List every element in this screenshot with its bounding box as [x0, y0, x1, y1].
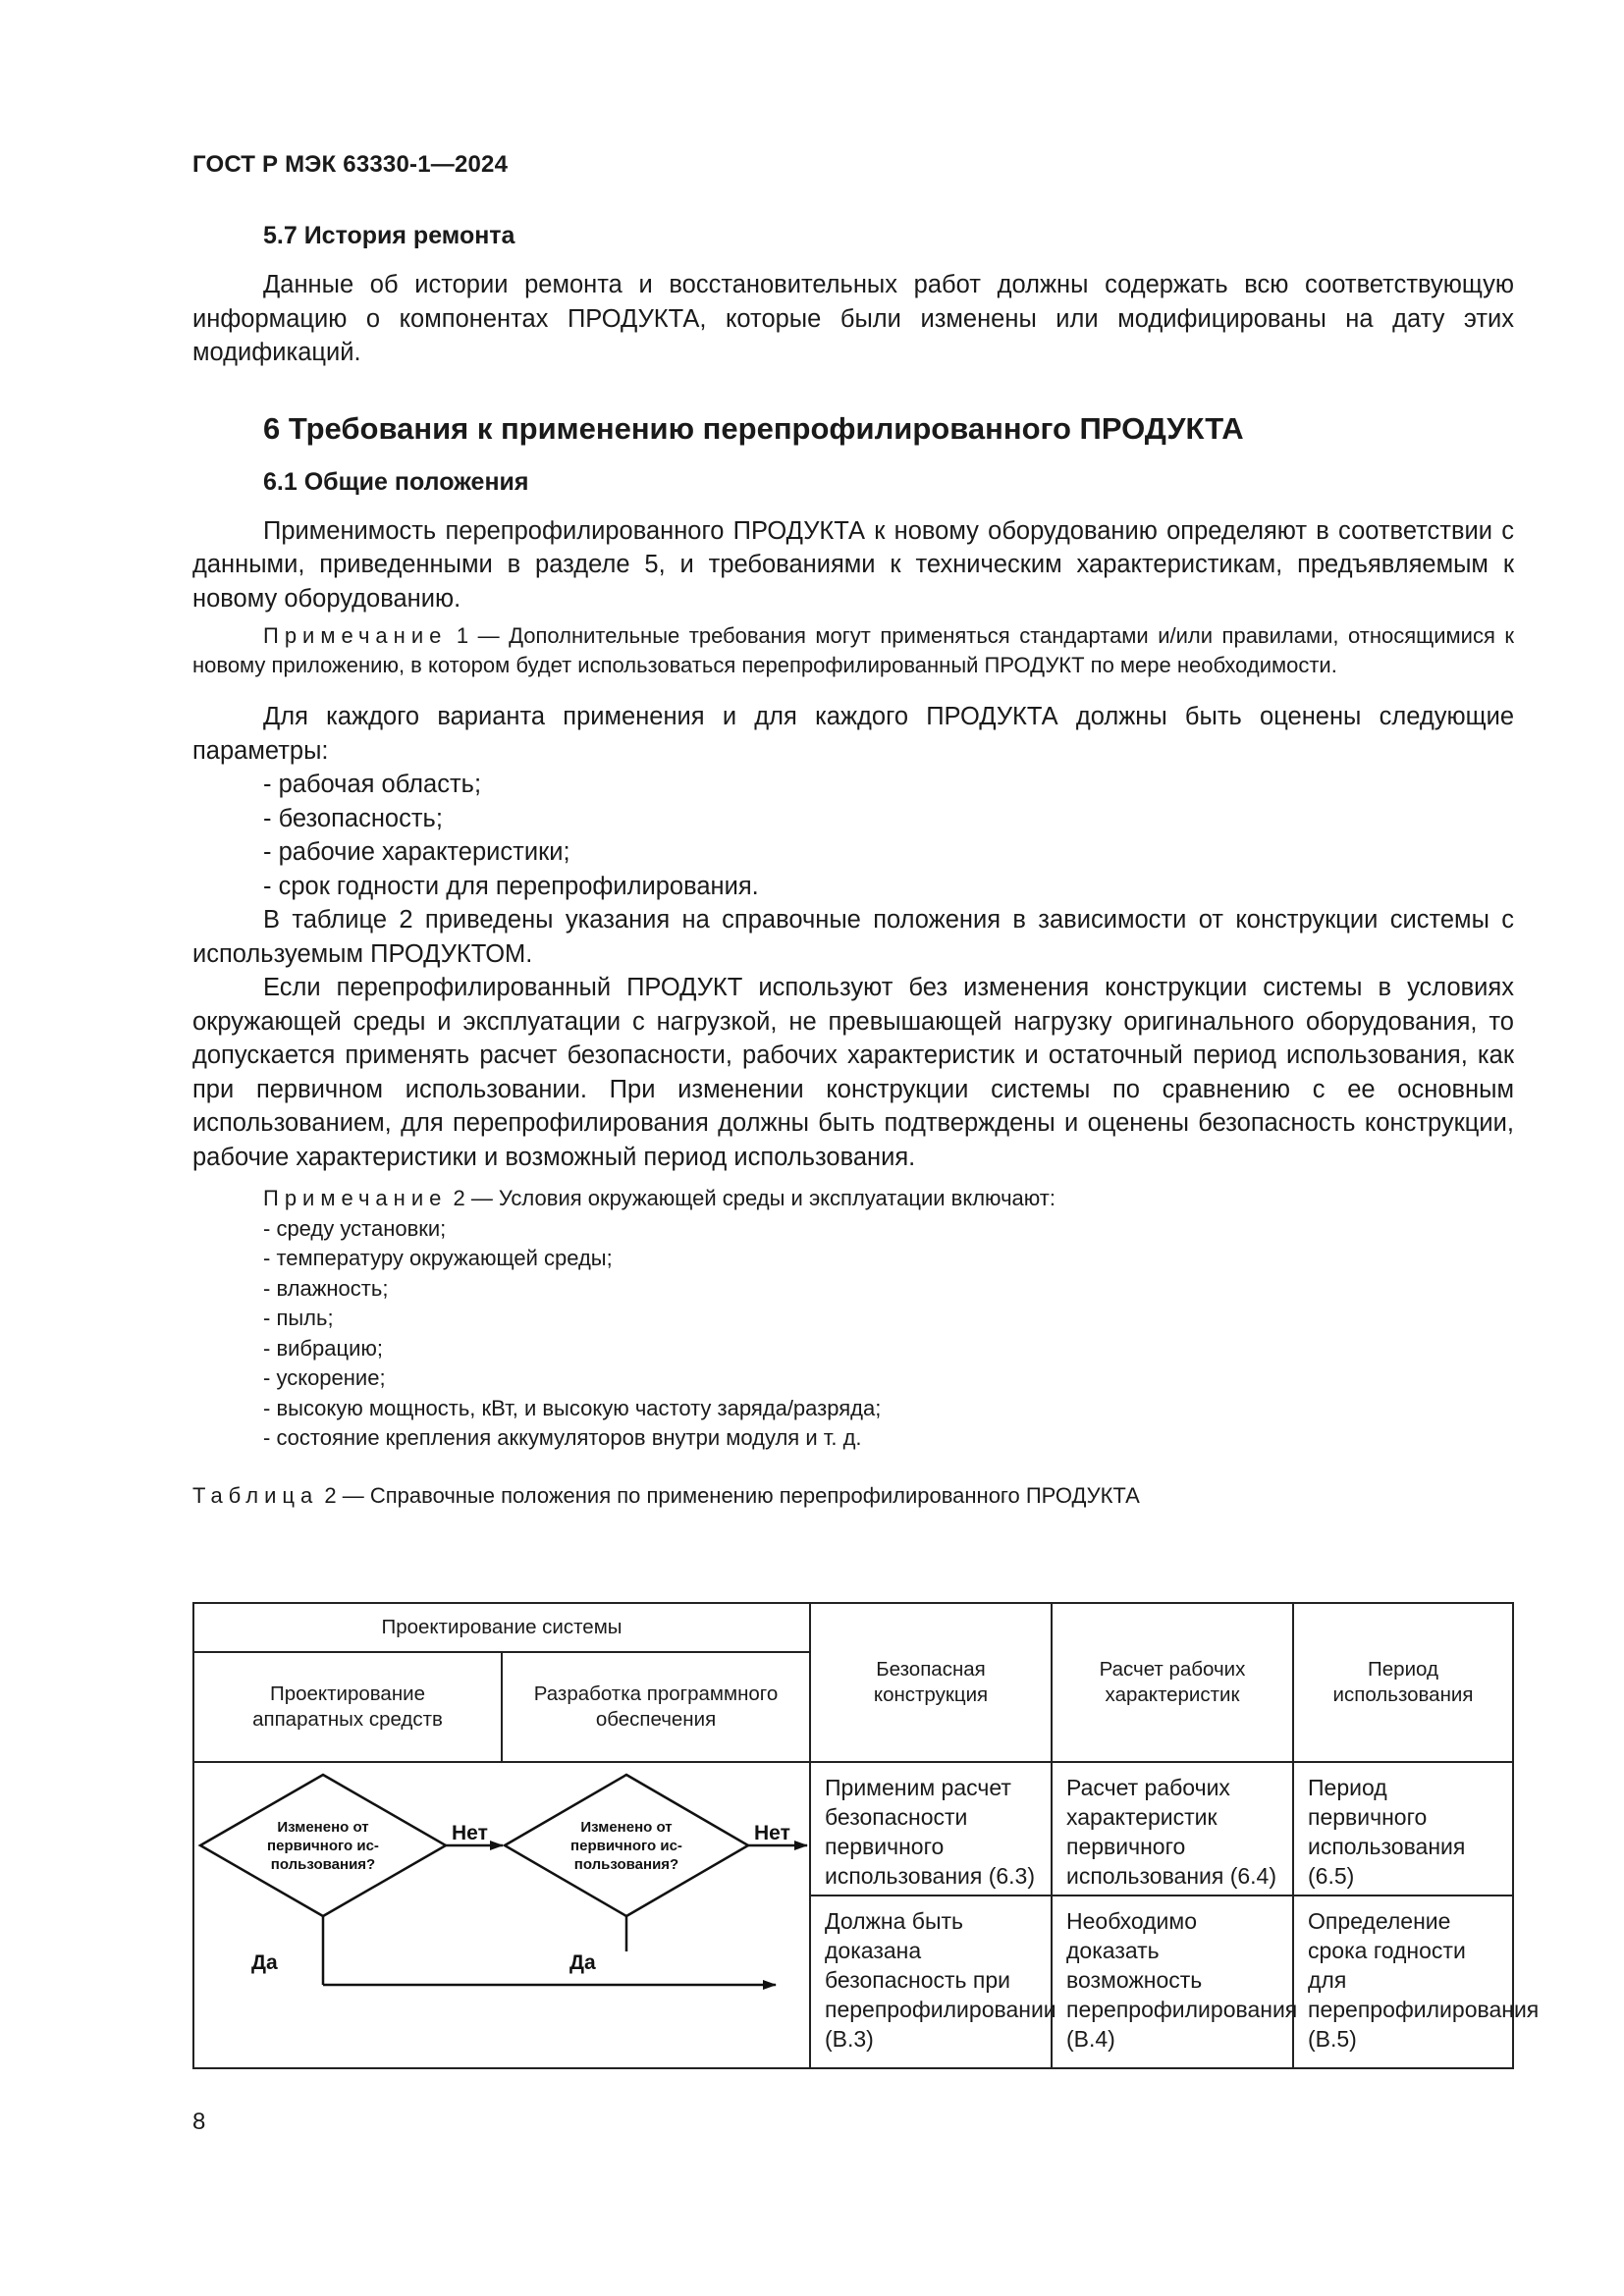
document-header: ГОСТ Р МЭК 63330-1—2024 [192, 151, 509, 178]
list-item: - безопасность; [263, 804, 443, 832]
decision-1-line-1: Изменено от [277, 1819, 369, 1836]
no-label-2: Нет [754, 1822, 790, 1844]
decision-flowchart [194, 1761, 809, 2069]
row2-period: Определение срока годности для перепрофилирования (В.5) [1308, 1908, 1540, 2052]
section-6-1-paragraph-3: В таблице 2 приведены указания на справочные положения в зависимости от конструкции системы с используемым ПРОДУКТОМ. [192, 906, 1514, 968]
decision-2-line-1: Изменено от [580, 1819, 673, 1836]
table-2-caption [192, 1483, 1514, 1509]
list-item: - рабочие характеристики; [263, 838, 570, 866]
header-usage-period: Период использования [1332, 1658, 1474, 1706]
note-2-text: 2 — Условия окружающей среды и эксплуатации включают: [453, 1186, 1056, 1210]
decision-1-line-3: пользования? [270, 1856, 376, 1873]
no-label-1: Нет [452, 1822, 488, 1844]
main-content [192, 222, 1514, 1521]
section-6-1-paragraph-4: Если перепрофилированный ПРОДУКТ используют без изменения конструкции системы в условиях окружающей среды и эксплуатации с нагрузкой, не превышающей нагрузку оригинального оборудования, то допускается применять расчет безопасности, рабочих характеристик и остаточный период использования, как при первичном использовании. При изменении конструкции системы по сравнению с ее основным использованием, для перепрофилирования должны быть подтверждены и оценены безопасность конструкции, рабочие характеристики и возможный период использования. [192, 974, 1514, 1171]
section-6-1-paragraph-2: Для каждого варианта применения и для каждого ПРОДУКТА должны быть оценены следующие параметры: [192, 703, 1514, 765]
section-6-1-title: 6.1 Общие положения [263, 467, 529, 496]
list-item: - температуру окружающей среды; [263, 1246, 613, 1270]
header-safe-design: Безопасная конструкция [873, 1658, 989, 1706]
row1-performance: Расчет рабочих характеристик первичного использования (6.4) [1066, 1775, 1277, 1889]
header-software-development: Разработка программного обеспечения [533, 1682, 779, 1731]
header-hardware-design: Проектирование аппаратных средств [252, 1682, 443, 1731]
header-performance-calc: Расчет рабочих характеристик [1099, 1658, 1246, 1706]
note-2-list [192, 1214, 1514, 1454]
section-6-1-paragraph-1: Применимость перепрофилированного ПРОДУКТА к новому оборудованию определяют в соответствии с данными, приведенными в разделе 5, и требованиями к техническим характеристикам, предъявляемым к новому оборудованию. [192, 516, 1514, 613]
yes-label-1: Да [251, 1951, 278, 1974]
section-6-title: 6 Требования к применению перепрофилированного ПРОДУКТА [263, 410, 1244, 446]
note-1-text: 1 — Дополнительные требования могут применяться стандартами и/или правилами, относящимися к новому приложению, в котором будет использоваться перепрофилированный ПРОДУКТ по мере необходимости. [192, 623, 1514, 677]
table-2 [192, 1602, 1540, 2069]
note-1 [192, 621, 1514, 680]
row2-performance: Необходимо доказать возможность перепрофилирования (В.4) [1066, 1908, 1298, 2052]
header-system-design: Проектирование системы [381, 1616, 623, 1638]
list-item: - срок годности для перепрофилирования. [263, 872, 759, 900]
list-item: - ускорение; [263, 1365, 386, 1390]
note-1-label: Примечание [263, 623, 448, 648]
decision-2-line-3: пользования? [573, 1856, 679, 1873]
section-5-7-paragraph: Данные об истории ремонта и восстановительных работ должны содержать всю соответствующую информацию о компонентах ПРОДУКТА, которые были изменены или модифицированы на дату этих модификаций. [192, 271, 1514, 366]
list-item: - вибрацию; [263, 1335, 383, 1361]
flowchart-svg [194, 1761, 809, 2067]
list-item: - рабочая область; [263, 771, 482, 798]
page-number: 8 [192, 2109, 206, 2135]
parameters-list [192, 768, 1514, 903]
decision-2-line-2: первичного ис- [570, 1838, 682, 1854]
row1-safety: Применим расчет безопасности первичного использования (6.3) [825, 1775, 1036, 1889]
table-caption-label: Таблица [192, 1482, 319, 1508]
table-caption-text: 2 — Справочные положения по применению перепрофилированного ПРОДУКТА [324, 1482, 1140, 1508]
list-item: - состояние крепления аккумуляторов внутри модуля и т. д. [263, 1425, 862, 1450]
row1-period: Период первичного использования (6.5) [1308, 1775, 1466, 1889]
list-item: - влажность; [263, 1275, 389, 1301]
list-item: - среду установки; [263, 1215, 447, 1241]
decision-1-line-2: первичного ис- [267, 1838, 379, 1854]
list-item: - высокую мощность, кВт, и высокую частоту заряда/разряда; [263, 1395, 882, 1420]
yes-label-2: Да [569, 1951, 596, 1974]
note-2-label: Примечание [263, 1186, 448, 1210]
note-2 [192, 1184, 1514, 1214]
row2-safety: Должна быть доказана безопасность при перепрофилировании (В.3) [825, 1908, 1056, 2052]
list-item: - пыль; [263, 1306, 334, 1330]
section-5-7-title: 5.7 История ремонта [263, 222, 515, 249]
